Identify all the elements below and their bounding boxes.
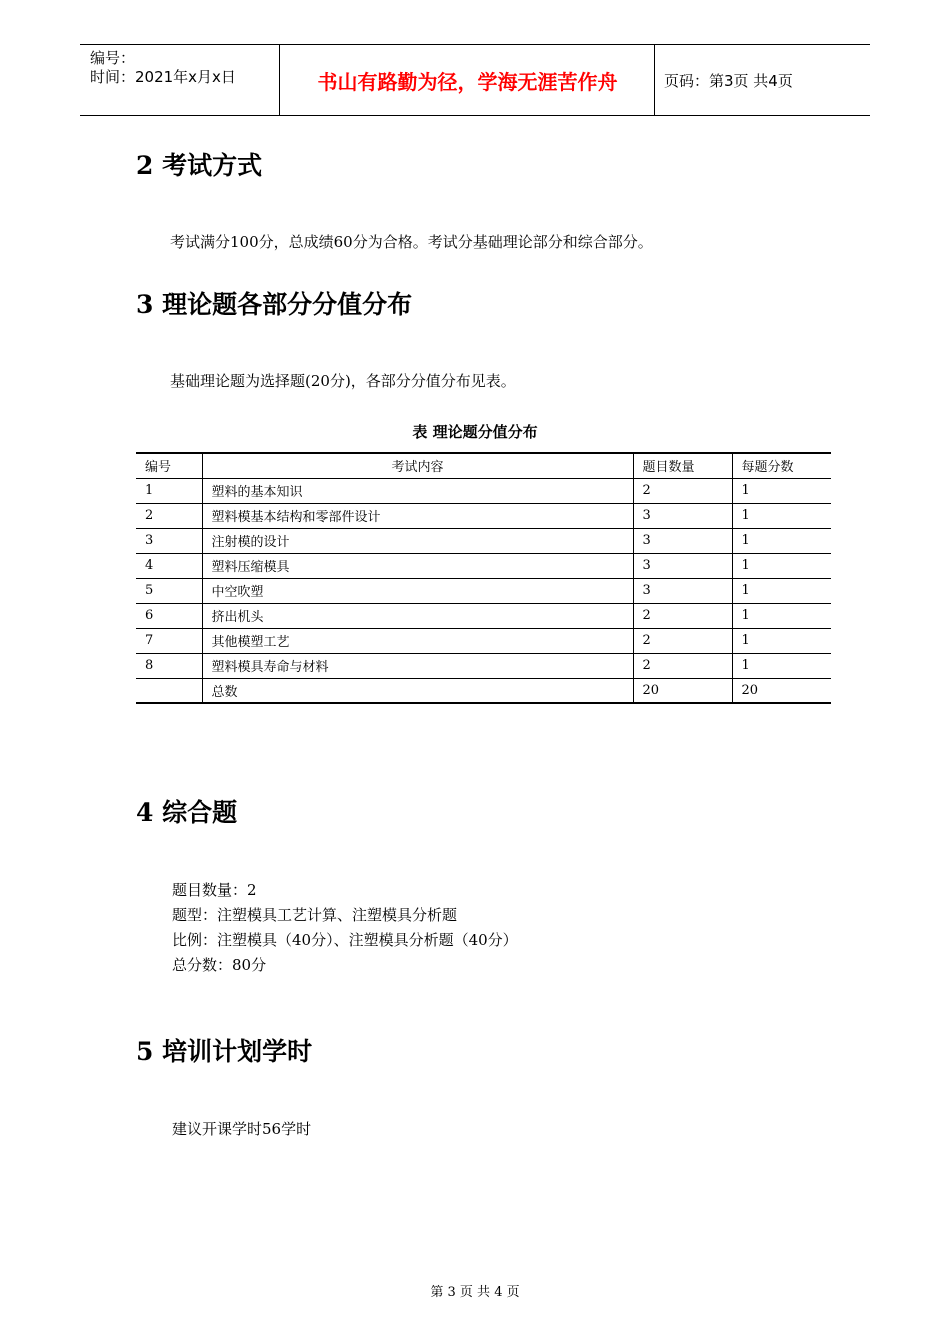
section-title-training-hours: 5 培训计划学时 [136, 1037, 313, 1066]
table-row [136, 553, 831, 578]
comprehensive-line: 总分数：80分 [172, 956, 267, 974]
page-header [80, 44, 870, 116]
score-distribution-table [136, 452, 831, 704]
page-footer: 第 3 页 共 4 页 [430, 1285, 520, 1300]
table-cell: 3 [633, 553, 732, 578]
document-number-label: 编号： [90, 49, 136, 67]
table-row [136, 478, 831, 503]
table-cell: 塑料的基本知识 [202, 478, 633, 503]
header-cell-number: 编号 [136, 453, 202, 478]
table-cell: 塑料模具寿命与材料 [202, 653, 633, 678]
table-cell: 7 [136, 628, 202, 653]
table-cell [136, 678, 202, 703]
header-meta [80, 45, 280, 115]
table-cell: 1 [732, 503, 831, 528]
section-body-theory-distribution: 基础理论题为选择题(20分)，各部分分值分布见表。 [170, 372, 516, 390]
table-cell: 总数 [202, 678, 633, 703]
table-cell: 4 [136, 553, 202, 578]
table-cell: 注射模的设计 [202, 528, 633, 553]
table-cell: 8 [136, 653, 202, 678]
table-header-row [136, 453, 831, 478]
table-caption: 表 理论题分值分布 [412, 423, 538, 441]
header-cell-content: 考试内容 [202, 453, 633, 478]
section-body-training-hours: 建议开课学时56学时 [172, 1120, 312, 1138]
table-cell: 其他模塑工艺 [202, 628, 633, 653]
table-cell: 2 [633, 603, 732, 628]
table-cell: 3 [633, 528, 732, 553]
section-title-theory-distribution: 3 理论题各部分分值分布 [136, 290, 413, 319]
table-cell: 1 [732, 578, 831, 603]
table-cell: 2 [633, 653, 732, 678]
table-cell: 1 [732, 478, 831, 503]
comprehensive-line: 题型：注塑模具工艺计算、注塑模具分析题 [172, 906, 458, 924]
table-cell: 2 [633, 628, 732, 653]
table-cell: 1 [136, 478, 202, 503]
table-total-row [136, 678, 831, 703]
section-body-exam-method: 考试满分100分，总成绩60分为合格。考试分基础理论部分和综合部分。 [170, 233, 653, 251]
table-cell: 挤出机头 [202, 603, 633, 628]
comprehensive-line: 题目数量：2 [172, 881, 257, 899]
section-title-comprehensive: 4 综合题 [136, 798, 238, 827]
table-cell: 1 [732, 603, 831, 628]
header-cell-score: 每题分数 [732, 453, 831, 478]
table-cell: 中空吹塑 [202, 578, 633, 603]
table-cell: 2 [633, 478, 732, 503]
table-cell: 1 [732, 653, 831, 678]
table-row [136, 503, 831, 528]
table-cell: 2 [136, 503, 202, 528]
table-row [136, 628, 831, 653]
table-cell: 3 [633, 503, 732, 528]
table-row [136, 653, 831, 678]
header-cell-count: 题目数量 [633, 453, 732, 478]
table-row [136, 528, 831, 553]
section-title-exam-method: 2 考试方式 [136, 151, 263, 180]
table-cell: 20 [633, 678, 732, 703]
table-cell: 塑料压缩模具 [202, 553, 633, 578]
table-cell: 20 [732, 678, 831, 703]
table-cell: 3 [633, 578, 732, 603]
table-cell: 5 [136, 578, 202, 603]
table-cell: 1 [732, 528, 831, 553]
table-cell: 3 [136, 528, 202, 553]
document-time-label: 时间：2021年x月x日 [90, 68, 236, 86]
table-cell: 6 [136, 603, 202, 628]
table-cell: 1 [732, 553, 831, 578]
header-page-info: 页码：第3页 共4页 [664, 71, 793, 90]
table-cell: 塑料模基本结构和零部件设计 [202, 503, 633, 528]
comprehensive-line: 比例：注塑模具（40分）、注塑模具分析题（40分） [172, 931, 518, 949]
table-row [136, 578, 831, 603]
table-row [136, 603, 831, 628]
table-cell: 1 [732, 628, 831, 653]
header-motto: 书山有路勤为径，学海无涯苦作舟 [281, 45, 655, 115]
